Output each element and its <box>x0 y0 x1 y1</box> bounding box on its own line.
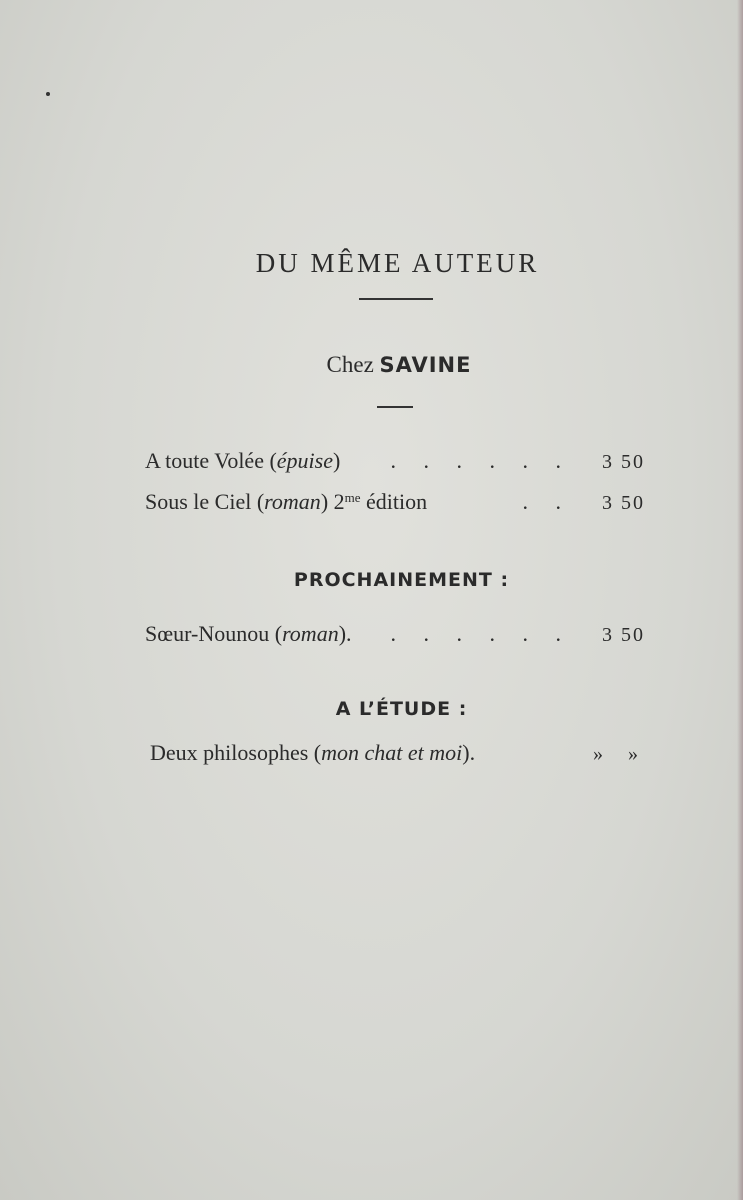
page-title: DU MÊME AUTEUR <box>255 248 540 278</box>
book-price: 3 50 <box>602 624 645 646</box>
publisher-prefix: Chez <box>326 352 374 377</box>
book-note: roman <box>264 489 321 514</box>
book-title: Sous le Ciel <box>145 489 252 514</box>
book-entry: Sous le Ciel (roman) $2^{me}$ édition . . 3 50 <box>145 489 645 514</box>
title-rule <box>359 298 433 300</box>
leader-dots: . . . . . . <box>390 621 572 646</box>
book-title: Deux philosophes <box>150 740 309 765</box>
book-entry: Sœur-Nounou (roman). . . . . . . 3 50 <box>145 621 645 646</box>
edition-number: 2 <box>333 489 345 514</box>
book-note: roman <box>282 621 339 646</box>
book-title: Sœur-Nounou <box>145 621 270 646</box>
book-note: épuise <box>276 448 333 473</box>
in-study-heading: A L’ÉTUDE : <box>335 698 468 720</box>
edition-word: édition <box>366 489 428 514</box>
book-entry: Deux philosophes (mon chat et moi). » » <box>150 740 648 765</box>
book-price: » » <box>593 743 648 765</box>
ink-speck <box>46 92 50 96</box>
publisher-name: SAVINE <box>379 353 472 377</box>
leader-dots: . . <box>522 489 572 514</box>
page-edge <box>737 0 743 1200</box>
leader-dots: . . . . . . <box>390 448 572 473</box>
book-title: A toute Volée <box>145 448 264 473</box>
book-price: 3 50 <box>602 492 645 514</box>
edition-superscript: me <box>344 490 361 505</box>
book-entry: A toute Volée (épuise) . . . . . . 3 50 <box>145 448 645 473</box>
book-note: mon chat et moi <box>321 740 463 765</box>
publisher-line <box>0 352 743 378</box>
book-price: 3 50 <box>602 451 645 473</box>
publisher-rule <box>377 406 413 408</box>
upcoming-heading: PROCHAINEMENT : <box>293 569 510 591</box>
